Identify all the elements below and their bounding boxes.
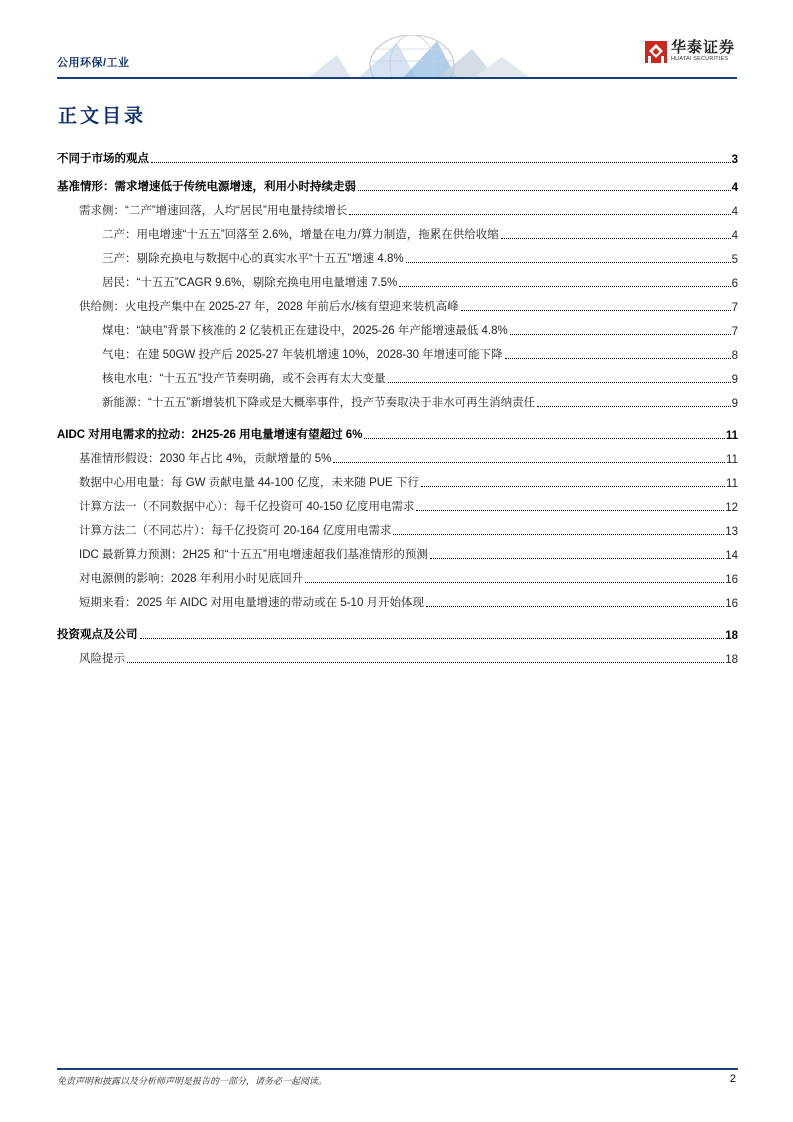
toc-dot-leader bbox=[416, 509, 724, 511]
toc-entry-label: 核电水电：“十五五”投产节奏明确，或不会再有太大变量 bbox=[102, 373, 386, 385]
toc-entry-label: 计算方法一（不同数据中心）：每千亿投资可 40-150 亿度用电需求 bbox=[79, 501, 415, 513]
logo-english-name: HUATAI SECURITIES bbox=[670, 56, 729, 62]
toc-entry-page: 16 bbox=[725, 598, 738, 610]
toc-entry-page: 4 bbox=[731, 230, 738, 242]
toc-entry[interactable] bbox=[57, 520, 738, 538]
toc-entry-label: AIDC 对用电需求的拉动：2H25-26 用电量增速有望超过 6% bbox=[57, 429, 363, 441]
footer-divider bbox=[57, 1068, 738, 1070]
toc-dot-leader bbox=[127, 661, 724, 663]
toc-entry[interactable] bbox=[57, 424, 738, 442]
toc-entry-page: 6 bbox=[731, 278, 738, 290]
toc-entry[interactable] bbox=[57, 568, 738, 586]
toc-dot-leader bbox=[501, 237, 731, 239]
toc-entry-label: 居民：“十五五”CAGR 9.6%，剔除充换电用电量增速 7.5% bbox=[102, 277, 398, 289]
toc-dot-leader bbox=[505, 357, 731, 359]
toc-entry-label: IDC 最新算力预测：2H25 和“十五五”用电增速超我们基准情形的预测 bbox=[79, 549, 428, 561]
toc-entry[interactable] bbox=[57, 496, 738, 514]
toc-dot-leader bbox=[358, 189, 731, 191]
toc-entry-page: 11 bbox=[726, 454, 738, 466]
toc-dot-leader bbox=[510, 333, 731, 335]
toc-entry[interactable] bbox=[57, 368, 738, 386]
toc-entry[interactable] bbox=[57, 272, 738, 290]
toc-dot-leader bbox=[461, 309, 731, 311]
sector-label: 公用环保/工业 bbox=[57, 57, 130, 69]
toc-dot-leader bbox=[151, 161, 731, 163]
toc-dot-leader bbox=[399, 285, 730, 287]
toc-entry-label: 数据中心用电量：每 GW 贡献电量 44-100 亿度，未来随 PUE 下行 bbox=[79, 477, 419, 489]
toc-dot-leader bbox=[426, 605, 724, 607]
toc-entry-page: 14 bbox=[725, 550, 738, 562]
toc-entry-label: 气电：在建 50GW 投产后 2025-27 年装机增速 10%，2028-30 年增速可能下降 bbox=[102, 349, 503, 361]
toc-entry[interactable] bbox=[57, 392, 738, 410]
toc-entry-page: 9 bbox=[731, 374, 738, 386]
toc-entry-page: 7 bbox=[731, 302, 738, 314]
toc-entry-label: 三产：剔除充换电与数据中心的真实水平“十五五”增速 4.8% bbox=[102, 253, 404, 265]
toc-entry[interactable] bbox=[57, 224, 738, 242]
toc-dot-leader bbox=[349, 213, 730, 215]
toc-entry-label: 需求侧：“二产”增速回落，人均“居民”用电量持续增长 bbox=[79, 205, 348, 217]
toc-entry[interactable] bbox=[57, 648, 738, 666]
toc-dot-leader bbox=[421, 485, 725, 487]
toc-entry-page: 9 bbox=[731, 398, 738, 410]
toc-entry-page: 5 bbox=[731, 254, 738, 266]
logo-chinese-name: 华泰证券 bbox=[670, 39, 735, 56]
toc-entry-page: 8 bbox=[731, 350, 738, 362]
huatai-logo-icon bbox=[645, 41, 667, 63]
toc-entry[interactable] bbox=[57, 148, 738, 166]
huatai-logo bbox=[645, 40, 735, 63]
toc-entry-page: 11 bbox=[726, 478, 738, 490]
toc-entry-page: 18 bbox=[725, 630, 738, 642]
toc-entry-page: 4 bbox=[731, 182, 738, 194]
toc-dot-leader bbox=[305, 581, 724, 583]
toc-entry-label: 短期来看：2025 年 AIDC 对用电量增速的带动或在 5-10 月开始体现 bbox=[79, 597, 425, 609]
toc-entry-label: 不同于市场的观点 bbox=[57, 153, 149, 165]
globe-decoration-icon bbox=[297, 35, 537, 79]
toc-entry-label: 基准情形假设：2030 年占比 4%，贡献增量的 5% bbox=[79, 453, 332, 465]
toc-entry[interactable] bbox=[57, 200, 738, 218]
toc-entry-page: 3 bbox=[731, 154, 738, 166]
toc-entry-page: 18 bbox=[725, 654, 738, 666]
toc-entry-page: 11 bbox=[725, 430, 738, 442]
toc-entry-page: 13 bbox=[725, 526, 738, 538]
header-divider bbox=[57, 77, 737, 79]
toc-entry[interactable] bbox=[57, 448, 738, 466]
toc-dot-leader bbox=[537, 405, 730, 407]
toc-entry[interactable] bbox=[57, 296, 738, 314]
toc-entry-label: 供给侧：火电投产集中在 2025-27 年，2028 年前后水/核有望迎来装机高峰 bbox=[79, 301, 459, 313]
toc-entry[interactable] bbox=[57, 544, 738, 562]
toc-entry-label: 煤电：“缺电”背景下核准的 2 亿装机正在建设中，2025-26 年产能增速最低 4.8% bbox=[102, 325, 508, 337]
toc-entry[interactable] bbox=[57, 320, 738, 338]
page-header bbox=[57, 30, 737, 80]
toc-entry[interactable] bbox=[57, 624, 738, 642]
toc-entry[interactable] bbox=[57, 344, 738, 362]
toc-entry-label: 风险提示 bbox=[79, 653, 125, 665]
toc-entry[interactable] bbox=[57, 248, 738, 266]
toc-dot-leader bbox=[430, 557, 724, 559]
toc-entry-label: 新能源：“十五五”新增装机下降或是大概率事件，投产节奏取决于非水可再生消纳责任 bbox=[102, 397, 536, 409]
toc-dot-leader bbox=[140, 637, 725, 639]
toc-entry[interactable] bbox=[57, 592, 738, 610]
toc-entry-label: 投资观点及公司 bbox=[57, 629, 138, 641]
toc-entry-label: 基准情形：需求增速低于传统电源增速，利用小时持续走弱 bbox=[57, 181, 356, 193]
toc-entry-label: 对电源侧的影响：2028 年利用小时见底回升 bbox=[79, 573, 304, 585]
toc-entry-page: 4 bbox=[731, 206, 738, 218]
toc-entry-page: 12 bbox=[725, 502, 738, 514]
toc-entry-label: 计算方法二（不同芯片）：每千亿投资可 20-164 亿度用电需求 bbox=[79, 525, 392, 537]
toc-entry-label: 二产：用电增速“十五五”回落至 2.6%，增量在电力/算力制造，拖累在供给收缩 bbox=[102, 229, 499, 241]
toc-dot-leader bbox=[393, 533, 724, 535]
toc-dot-leader bbox=[364, 437, 724, 439]
page-number: 2 bbox=[729, 1073, 736, 1085]
toc-dot-leader bbox=[333, 461, 725, 463]
toc-entry[interactable] bbox=[57, 176, 738, 194]
toc-entry-page: 16 bbox=[725, 574, 738, 586]
toc-dot-leader bbox=[388, 381, 731, 383]
toc-title: 正文目录 bbox=[58, 106, 147, 127]
toc-entry-page: 7 bbox=[731, 326, 738, 338]
toc-entry[interactable] bbox=[57, 472, 738, 490]
toc-dot-leader bbox=[406, 261, 731, 263]
footer-disclaimer: 免责声明和披露以及分析师声明是报告的一部分，请务必一起阅读。 bbox=[57, 1076, 328, 1086]
